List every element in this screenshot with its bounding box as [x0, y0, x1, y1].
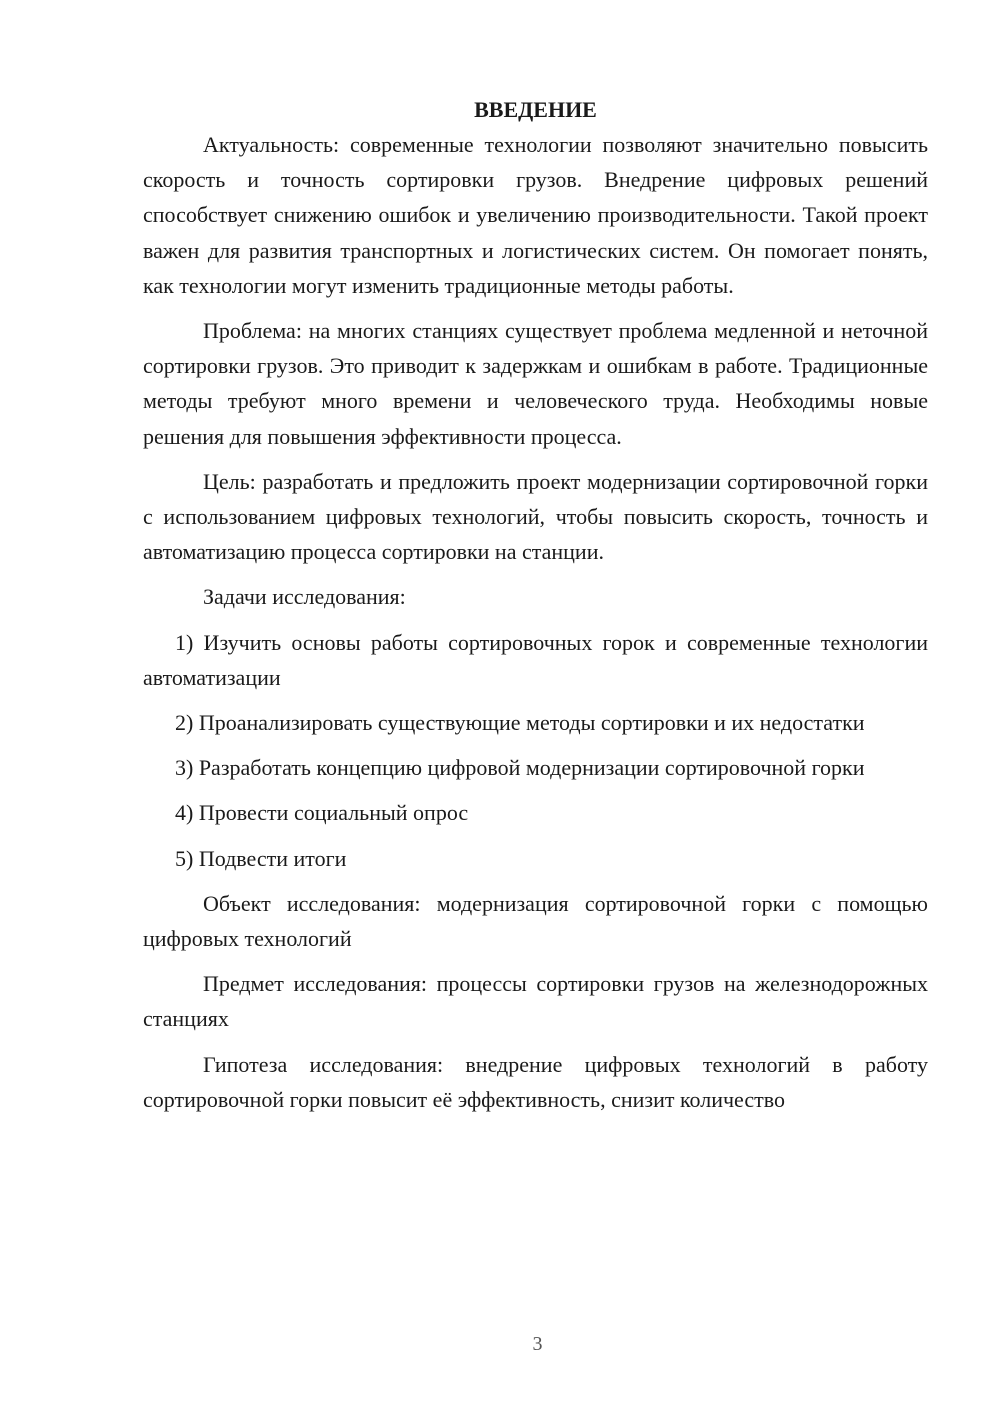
paragraph-object: Объект исследования: модернизация сортировочной горки с помощью цифровых технологий [143, 890, 928, 952]
paragraph-subject: Предмет исследования: процессы сортировки грузов на железнодорожных станциях [143, 971, 928, 1032]
paragraph-hypothesis: Гипотеза исследования: внедрение цифровых технологий в работу сортировочной горки повысит её эффективность, снизит количество [143, 1051, 928, 1112]
paragraph-problem: Проблема: на многих станциях существует проблема медленной и неточной сортировки грузов. Это приводит к задержкам и ошибкам в работе. Традиционные методы требуют много времени и человеческого труда. Необходимы новые решения для повышения эффективности процесса. [143, 318, 928, 449]
task-item-1: 1) Изучить основы работы сортировочных горок и современные технологии автоматизации [143, 629, 928, 690]
task-item-3: 3) Разработать концепцию цифровой модернизации сортировочной горки [175, 755, 865, 781]
task-item-2: 2) Проанализировать существующие методы сортировки и их недостатки [175, 710, 865, 736]
page-content [143, 92, 928, 1127]
paragraph-goal: Цель: разработать и предложить проект модернизации сортировочной горки с использованием цифровых технологий, чтобы повысить скорость, точность и автоматизацию процесса сортировки на станции. [143, 468, 928, 565]
page-number: 3 [532, 1333, 543, 1355]
paragraph-relevance: Актуальность: современные технологии позволяют значительно повысить скорость и точность сортировки грузов. Внедрение цифровых решений способствует снижению ошибок и увеличению производительности. Такой проект важен для развития транспортных и логистических систем. Он помогает понять, как технологии могут изменить традиционные методы работы. [143, 132, 928, 298]
paragraph-tasks-heading: Задачи исследования: [203, 584, 406, 610]
task-item-5: 5) Подвести итоги [175, 845, 347, 871]
task-item-4: 4) Провести социальный опрос [175, 800, 469, 826]
page-title: ВВЕДЕНИЕ [474, 97, 597, 122]
